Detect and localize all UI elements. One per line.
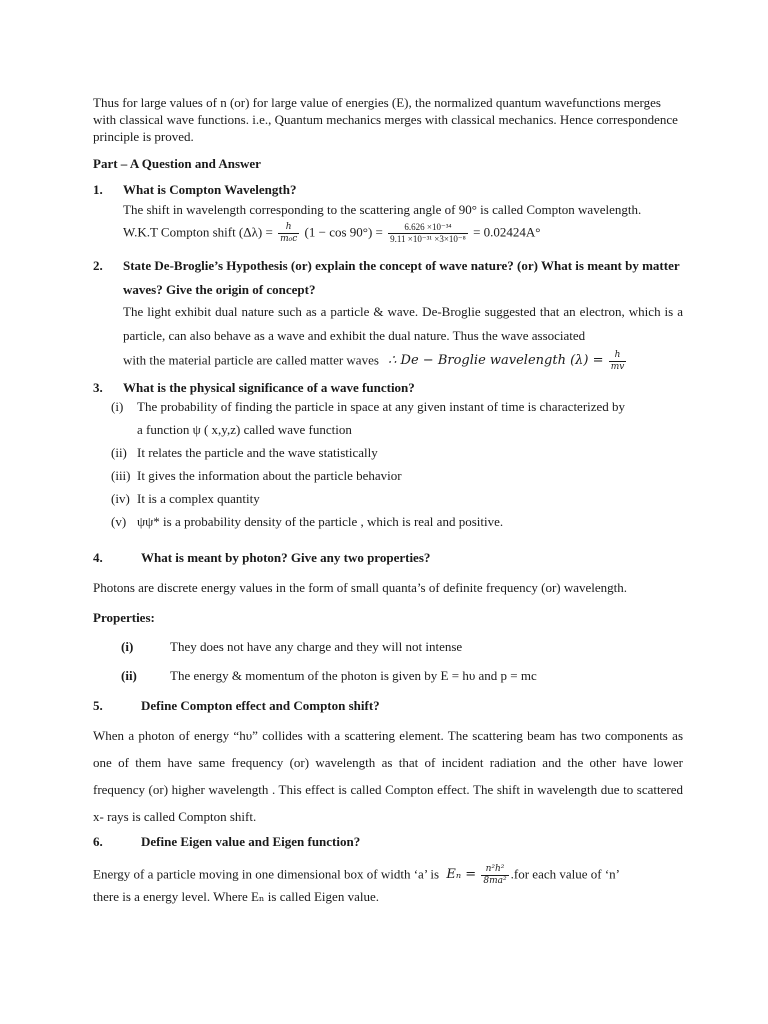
q6-question: Define Eigen value and Eigen function? [141,834,361,849]
q1-eq-result: = 0.02424A° [473,224,541,240]
q4-number: 4. [93,550,103,565]
q6-eq-lhs: Eₙ = [446,867,477,883]
q6-answer-post: .for each value of ‘n’ [510,866,620,882]
q1-answer: The shift in wavelength corresponding to the scattering angle of 90° is called Compton wavelength. [123,202,642,217]
q3-item: a function ψ ( x,y,z) called wave function [137,422,352,437]
q2-equation: ∴ De − Broglie wavelength (λ) = [388,353,604,369]
q4-property-number: (i) [121,639,134,654]
q1-eq-fraction-1: $\frac{h}{\text{m₀c}}$ [280,222,298,244]
q3-question: What is the physical significance of a wave function? [123,380,415,395]
section-title: Part – A Question and Answer [93,156,261,171]
q4-property-text: The energy & momentum of the photon is given by E = hυ and p = mc [170,668,537,683]
q3-item: (ii) It relates the particle and the wave statistically [111,445,378,460]
q1-eq-middle: (1 − cos 90°) = [304,224,383,240]
q3-item: (iii) It gives the information about the particle behavior [111,468,402,483]
q3-item: (iv) It is a complex quantity [111,491,260,506]
q1-number: 1. [93,182,103,197]
q2-question: State De-Broglie’s Hypothesis (or) explain the concept of wave nature? (or) What is meant by matter waves? Give the origin of concept? [123,258,680,297]
q5-number: 5. [93,698,103,713]
q4-property-text: They does not have any charge and they will not intense [170,639,463,654]
q3-item: (v) ψψ* is a probability density of the particle , which is real and positive. [111,514,504,529]
q1-equation [123,222,541,245]
q4-question: What is meant by photon? Give any two properties? [141,550,431,565]
q2-eq-fraction: $\frac{h}{mv}$ [610,350,625,372]
q4-property-number: (ii) [121,668,137,683]
q5-answer: When a photon of energy “hυ” collides with a scattering element. The scattering beam has two components as one of them have same frequency (or) wavelength as that of incident radiation and the other have lower frequency (or) higher wavelength . This effect is called Compton effect. The shift in wavelength due to scattered x- rays is called Compton shift. [93,728,683,824]
q2-answer-last: with the material particle are called matter waves [123,352,379,368]
q5-question: Define Compton effect and Compton shift? [141,698,380,713]
q2-number: 2. [93,258,103,273]
q3-number: 3. [93,380,103,395]
intro-paragraph: Thus for large values of n (or) for large value of energies (E), the normalized quantum wavefunctions merges with classical wave functions. i.e., Quantum mechanics merges with classical mechanics. Hence correspondence principle is proved. [93,95,678,144]
q6-number: 6. [93,834,103,849]
q6-answer-pre: Energy of a particle moving in one dimensional box of width ‘a’ is [93,866,440,882]
q6-eq-fraction: $\frac{\text{n²h²}}{\text{8ma²}}$ [483,864,507,886]
q4-properties-title: Properties: [93,610,155,625]
q4-answer: Photons are discrete energy values in the form of small quanta’s of definite frequency (or) wavelength. [93,580,628,595]
q1-eq-prefix: W.K.T Compton shift (Δλ) = [123,224,273,240]
q1-question: What is Compton Wavelength? [123,182,297,197]
q6-answer-line-2: there is a energy level. Where Eₙ is called Eigen value. [93,889,379,904]
q6-answer-line-1 [93,864,620,887]
q2-answer: The light exhibit dual nature such as a particle & wave. De-Broglie suggested that an electron, which is a particle, can also behave as a wave and exhibit the dual nature. Thus the wave associated [123,304,683,343]
q1-eq-fraction-2: $\frac{\text{6.626 ×10⁻³⁴}}{\text{9.11 ×10⁻³¹ ×3×10⁻⁸}}$ [390,222,466,244]
q3-item: (i) The probability of finding the particle in space at any given instant of time is characterized by [111,399,626,414]
q2-answer-last-line [123,350,628,373]
